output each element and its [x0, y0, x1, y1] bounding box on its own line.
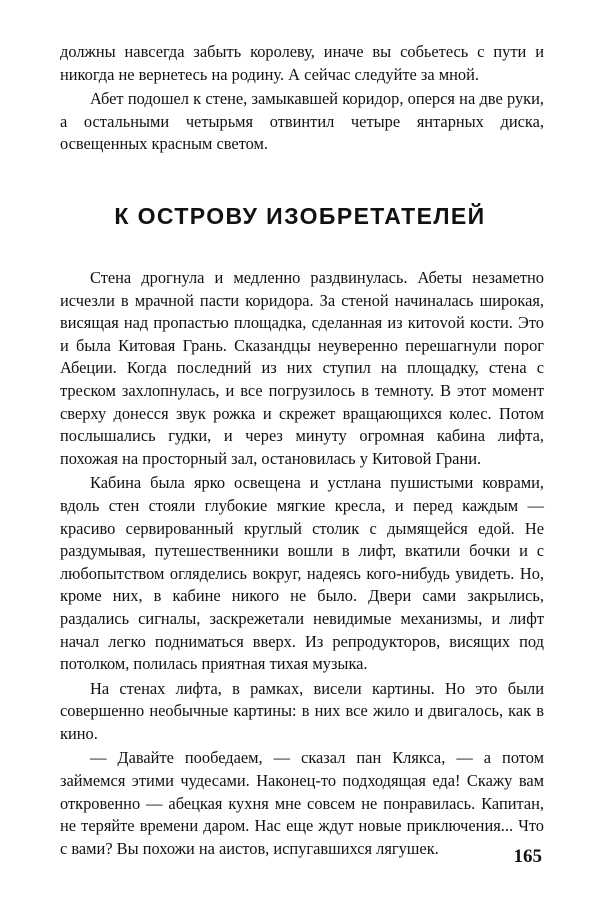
paragraph: должны навсегда забыть королеву, иначе вы собьетесь с пути и никогда не вернетесь на родину. А сейчас следуйте за мной.: [60, 42, 544, 84]
page-number: 165: [513, 846, 542, 867]
paragraph: Кабина была ярко освещена и устлана пушистыми коврами, вдоль стен стояли глубокие мягкие кресла, и перед каждым — красиво сервированный круглый столик с дымящейся едой. Не раздумывая, путешественники вошли в лифт, вкатили бочки и с любопытством огляделись вокруг, надеясь кого-нибудь увидеть. Но, кроме них, в кабине никого не было. Двери сами закрылись, раздались сигналы, заскрежетали невидимые механизмы, и лифт начал легко подниматься вверх. Из репродукторов, висящих под потолком, полилась приятная тихая музыка.: [60, 473, 544, 674]
chapter-title: К ОСТРОВУ ИЗОБРЕТАТЕЛЕЙ: [114, 203, 486, 229]
paragraph: Абет подошел к стене, замыкавшей коридор, оперся на две руки, а остальными четырьмя отвинтил четыре янтарных диска, освещенных красным светом.: [60, 89, 544, 154]
paragraph: — Давайте пообедаем, — сказал пан Клякса, — а потом займемся этими чудесами. Наконец-то подходящая еда! Скажу вам откровенно — абецкая кухня мне совсем не понравилась. Капитан, не теряйте времени даром. Нас еще ждут новые приключения... Что с вами? Вы похожи на аистов, испугавшихся лягушек.: [60, 748, 544, 858]
paragraph: На стенах лифта, в рамках, висели картины. Но это были совершенно необычные картины: в них все жило и двигалось, как в кино.: [60, 678, 544, 743]
chapter-body-text: [60, 267, 544, 860]
previous-chapter-text: [60, 41, 544, 156]
paragraph: Стена дрогнула и медленно раздвинулась. Абеты незаметно исчезли в мрачной пасти коридора. За стеной начиналась широкая, висящая над пропастью площадка, сделанная из китоvой кости. Это и была Китовая Грань. Сказандцы неуверенно перешагнули порог Абеции. Когда последний из них ступил на площадку, стена с треском захлопнулась, и все погрузилось в темноту. В этот момент сверху донесся звук рожка и скрежет вращающихся колес. Потом послышались гудки, и через минуту огромная кабина лифта, похожая на просторный зал, остановилась у Китовой Грани.: [60, 268, 544, 468]
